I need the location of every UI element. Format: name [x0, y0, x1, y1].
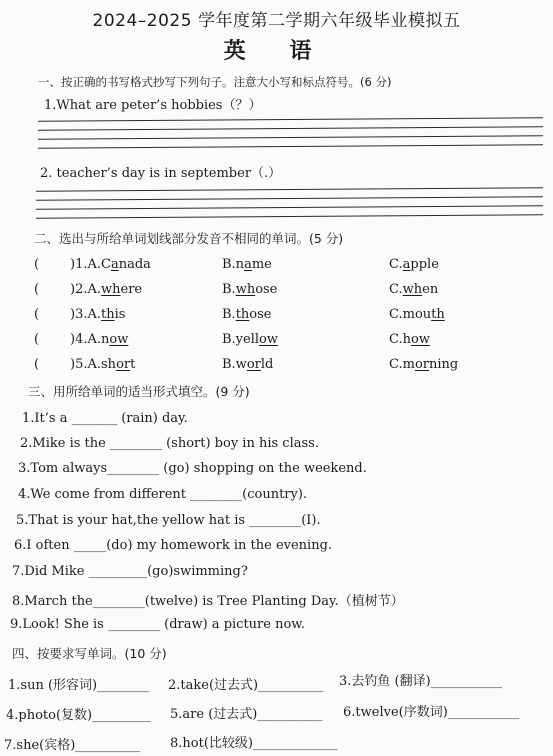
word-part: A.sh	[87, 357, 117, 372]
word-question-4: 4.photo(复数)_________	[6, 708, 151, 723]
word-question-1: 1.sun (形容词)________	[8, 678, 150, 693]
word-part: C.	[389, 282, 403, 297]
word-part: is	[114, 307, 126, 322]
fill-in-question: 6.I often _____(do) my homework in the evening.	[14, 538, 333, 553]
underlined-letters: a	[110, 257, 119, 272]
option-a	[70, 282, 142, 297]
exam-title: 2024–2025 学年度第二学期六年级毕业模拟五	[92, 11, 461, 31]
word-part: )3.	[70, 307, 88, 322]
word-part: ose	[255, 282, 278, 297]
underlined-letters: or	[116, 357, 131, 372]
underlined-letters: wh	[402, 282, 423, 297]
option-b	[222, 282, 277, 297]
word-part: B.w	[222, 357, 247, 372]
word-question-7: 7.she(宾格)__________	[4, 738, 141, 753]
fill-in-question: 5.That is your hat,the yellow hat is ________(I).	[16, 513, 321, 528]
word-question-5: 5.are (过去式)__________	[170, 707, 323, 722]
answer-paren	[34, 257, 39, 272]
word-part: A.n	[87, 332, 110, 347]
word-part: nada	[118, 257, 151, 272]
option-c	[389, 357, 458, 372]
word-part: )2.	[70, 282, 88, 297]
option-a	[70, 357, 135, 372]
word-part: B.n	[222, 257, 245, 272]
option-c	[389, 282, 438, 297]
word-part: B.	[222, 282, 236, 297]
word-part: me	[251, 257, 272, 272]
writing-line	[36, 196, 543, 201]
underlined-letters: th	[431, 307, 445, 322]
word-part: (	[34, 307, 40, 322]
option-c	[389, 257, 439, 272]
word-part: (	[34, 282, 40, 297]
underlined-letters: ow	[411, 332, 430, 347]
option-c	[389, 332, 430, 347]
word-part: C.m	[389, 357, 415, 372]
fill-in-question: 4.We come from different ________(country).	[18, 487, 308, 502]
word-part: B.	[222, 307, 236, 322]
word-question-2: 2.take(过去式)__________	[168, 678, 324, 693]
option-c	[389, 307, 445, 322]
word-part: (	[34, 332, 40, 347]
answer-paren	[34, 307, 39, 322]
word-part: C.	[389, 257, 403, 272]
underlined-letters: or	[246, 357, 261, 372]
word-part: A.	[87, 282, 102, 297]
subject-title: 英 语	[223, 39, 330, 64]
word-question-6: 6.twelve(序数词)___________	[343, 705, 520, 720]
word-question-8: 8.hot(比较级)_____________	[170, 736, 338, 751]
section-4-heading: 四、按要求写单词。(10 分)	[12, 646, 167, 661]
writing-line	[36, 187, 543, 192]
word-part: )5.	[70, 357, 88, 372]
underlined-letters: wh	[235, 282, 256, 297]
answer-paren	[34, 282, 39, 297]
answer-paren	[34, 357, 39, 372]
section-1-heading: 一、按正确的书写格式抄写下列句子。注意大小写和标点符号。(6 分)	[38, 75, 392, 89]
word-part: pple	[410, 257, 439, 272]
word-part: en	[422, 282, 439, 297]
word-question-3: 3.去钓鱼 (翻译)___________	[339, 674, 503, 689]
option-a	[70, 307, 125, 322]
underlined-letters: th	[101, 307, 115, 322]
writing-line	[38, 144, 543, 149]
option-b	[222, 332, 278, 347]
underlined-letters: a	[244, 257, 252, 272]
underlined-letters: wh	[101, 282, 121, 297]
word-part: (	[34, 257, 40, 272]
word-part: )1.	[70, 257, 88, 272]
word-part: t	[130, 357, 136, 372]
fill-in-question: 9.Look! She is ________ (draw) a picture now.	[10, 617, 306, 632]
underlined-letters: th	[235, 307, 250, 322]
word-part: C.h	[389, 332, 411, 347]
word-part: C.mou	[389, 307, 432, 322]
section-1-question-1: 1.What are peter’s hobbies（？）	[44, 98, 262, 113]
fill-in-question: 7.Did Mike _________(go)swimming?	[12, 564, 248, 579]
fill-in-question: 3.Tom always________ (go) shopping on the weekend.	[18, 461, 367, 476]
word-part: (	[34, 357, 40, 372]
word-part: ose	[249, 307, 272, 322]
fill-in-question: 8.March the________(twelve) is Tree Planting Day.（植树节）	[12, 594, 404, 609]
section-2-heading: 二、选出与所给单词划线部分发音不相同的单词。(5 分)	[34, 231, 344, 246]
option-b	[222, 357, 273, 372]
underlined-letters: a	[402, 257, 411, 272]
option-a	[70, 332, 128, 347]
writing-line	[38, 135, 543, 140]
fill-in-question: 2.Mike is the ________ (short) boy in his class.	[20, 436, 319, 451]
word-part: ere	[120, 282, 143, 297]
underlined-letters: or	[414, 357, 429, 372]
word-part: A.C	[87, 257, 111, 272]
option-a	[70, 257, 151, 272]
word-part: B.yell	[222, 332, 260, 347]
writing-line	[36, 214, 543, 219]
option-b	[222, 307, 272, 322]
writing-line	[36, 205, 543, 210]
section-3-heading: 三、用所给单词的适当形式填空。(9 分)	[28, 384, 250, 399]
option-b	[222, 257, 272, 272]
section-1-question-2: 2. teacher’s day is in september（.）	[40, 166, 282, 181]
word-part: A.	[87, 307, 102, 322]
fill-in-question: 1.It’s a _______ (rain) day.	[22, 411, 188, 426]
answer-paren	[34, 332, 39, 347]
writing-line	[38, 117, 543, 122]
writing-line	[38, 126, 543, 131]
word-part: )4.	[70, 332, 88, 347]
underlined-letters: ow	[109, 332, 129, 347]
word-part: ld	[260, 357, 274, 372]
underlined-letters: ow	[259, 332, 279, 347]
word-part: ning	[429, 357, 459, 372]
